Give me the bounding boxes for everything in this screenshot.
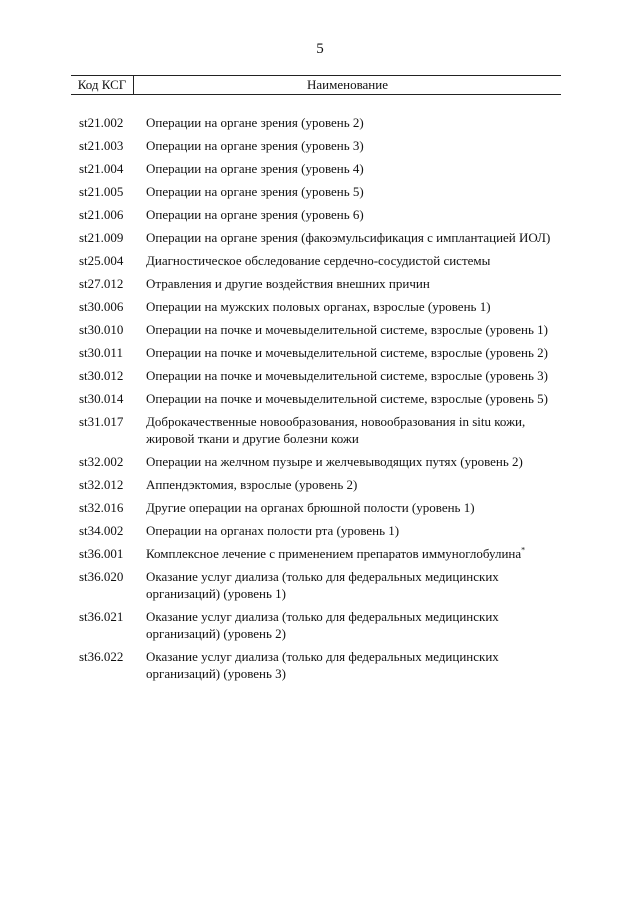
table-row: [71, 275, 561, 292]
ksg-name: [146, 298, 561, 315]
table-row: [71, 160, 561, 177]
ksg-name: [146, 321, 561, 338]
ksg-name-text: Операции на мужских половых органах, взрослые (уровень 1): [146, 299, 491, 314]
ksg-code: st32.002: [79, 454, 124, 469]
ksg-name: [146, 545, 561, 562]
ksg-name: [146, 413, 561, 447]
ksg-name-text: Комплексное лечение с применением препаратов иммуноглобулина: [146, 546, 522, 561]
ksg-name: [146, 114, 561, 131]
ksg-name-text: Доброкачественные новообразования, новообразования in situ кожи, жировой ткани и другие болезни кожи: [146, 414, 526, 446]
table-row: [71, 545, 561, 562]
ksg-code: st21.005: [79, 184, 124, 199]
table-row: [71, 476, 561, 493]
ksg-name-text: Операции на почке и мочевыделительной системе, взрослые (уровень 3): [146, 368, 548, 383]
table-row: [71, 344, 561, 361]
ksg-code: st30.006: [79, 299, 124, 314]
ksg-name: [146, 275, 561, 292]
ksg-name-text: Оказание услуг диализа (только для федеральных медицинских организаций) (уровень 2): [146, 609, 499, 641]
ksg-name: [146, 568, 561, 602]
ksg-name: [146, 206, 561, 223]
page-number: 5: [316, 41, 324, 57]
ksg-code: st25.004: [79, 253, 124, 268]
ksg-code: st21.003: [79, 138, 124, 153]
ksg-code: st27.012: [79, 276, 124, 291]
table-row: [71, 367, 561, 384]
ksg-code: st21.002: [79, 115, 124, 130]
table-row: [71, 499, 561, 516]
ksg-name-text: Операции на желчном пузыре и желчевыводящих путях (уровень 2): [146, 454, 523, 469]
ksg-name-text: Операции на органе зрения (уровень 5): [146, 184, 364, 199]
ksg-code: st32.016: [79, 500, 124, 515]
ksg-name-text: Отравления и другие воздействия внешних причин: [146, 276, 430, 291]
ksg-code: st21.004: [79, 161, 124, 176]
header-name: Наименование: [307, 77, 388, 92]
table-row: [71, 390, 561, 407]
table-row: [71, 206, 561, 223]
ksg-code: st30.011: [79, 345, 123, 360]
ksg-name-text: Операции на органе зрения (уровень 4): [146, 161, 364, 176]
ksg-name-text: Аппендэктомия, взрослые (уровень 2): [146, 477, 358, 492]
table-row: [71, 321, 561, 338]
ksg-name: [146, 648, 561, 682]
table-row: [71, 522, 561, 539]
ksg-name: [146, 390, 561, 407]
ksg-table: [71, 75, 561, 688]
ksg-name-text: Оказание услуг диализа (только для федеральных медицинских организаций) (уровень 3): [146, 649, 499, 681]
ksg-name: [146, 453, 561, 470]
ksg-name: [146, 367, 561, 384]
table-row: [71, 114, 561, 131]
table-row: [71, 413, 561, 447]
ksg-code: st21.006: [79, 207, 124, 222]
ksg-name-text: Оказание услуг диализа (только для федеральных медицинских организаций) (уровень 1): [146, 569, 499, 601]
ksg-code: st30.012: [79, 368, 124, 383]
ksg-name: [146, 183, 561, 200]
ksg-name-text: Операции на почке и мочевыделительной системе, взрослые (уровень 5): [146, 391, 548, 406]
ksg-code: st21.009: [79, 230, 124, 245]
ksg-name: [146, 252, 561, 269]
ksg-code: st30.014: [79, 391, 124, 406]
ksg-name-text: Операции на органе зрения (уровень 2): [146, 115, 364, 130]
ksg-code: st30.010: [79, 322, 124, 337]
ksg-name-text: Операции на почке и мочевыделительной системе, взрослые (уровень 2): [146, 345, 548, 360]
ksg-name: [146, 499, 561, 516]
ksg-name-text: Операции на органе зрения (уровень 3): [146, 138, 364, 153]
table-row: [71, 137, 561, 154]
ksg-name-text: Операции на органе зрения (факоэмульсификация с имплантацией ИОЛ): [146, 230, 551, 245]
ksg-code: st32.012: [79, 477, 124, 492]
ksg-name: [146, 137, 561, 154]
ksg-name: [146, 160, 561, 177]
ksg-name-text: Операции на органах полости рта (уровень 1): [146, 523, 400, 538]
ksg-name: [146, 522, 561, 539]
ksg-name-text: Другие операции на органах брюшной полости (уровень 1): [146, 500, 475, 515]
ksg-name: [146, 229, 561, 246]
table-row: [71, 608, 561, 642]
ksg-code: st31.017: [79, 414, 124, 429]
ksg-code: st34.002: [79, 523, 124, 538]
ksg-code: st36.020: [79, 569, 124, 584]
table-row: [71, 648, 561, 682]
ksg-name-text: Операции на почке и мочевыделительной системе, взрослые (уровень 1): [146, 322, 548, 337]
table-body: [71, 114, 561, 682]
ksg-name-text: Диагностическое обследование сердечно-сосудистой системы: [146, 253, 491, 268]
table-row: [71, 298, 561, 315]
footnote-marker: *: [521, 545, 526, 555]
table-header: [71, 75, 561, 95]
ksg-code: st36.022: [79, 649, 124, 664]
table-row: [71, 229, 561, 246]
ksg-name: [146, 608, 561, 642]
table-row: [71, 252, 561, 269]
table-row: [71, 568, 561, 602]
ksg-name: [146, 344, 561, 361]
ksg-name: [146, 476, 561, 493]
table-row: [71, 453, 561, 470]
ksg-code: st36.001: [79, 546, 124, 561]
header-code: Код КСГ: [71, 76, 134, 94]
ksg-name-text: Операции на органе зрения (уровень 6): [146, 207, 364, 222]
table-row: [71, 183, 561, 200]
ksg-code: st36.021: [79, 609, 124, 624]
